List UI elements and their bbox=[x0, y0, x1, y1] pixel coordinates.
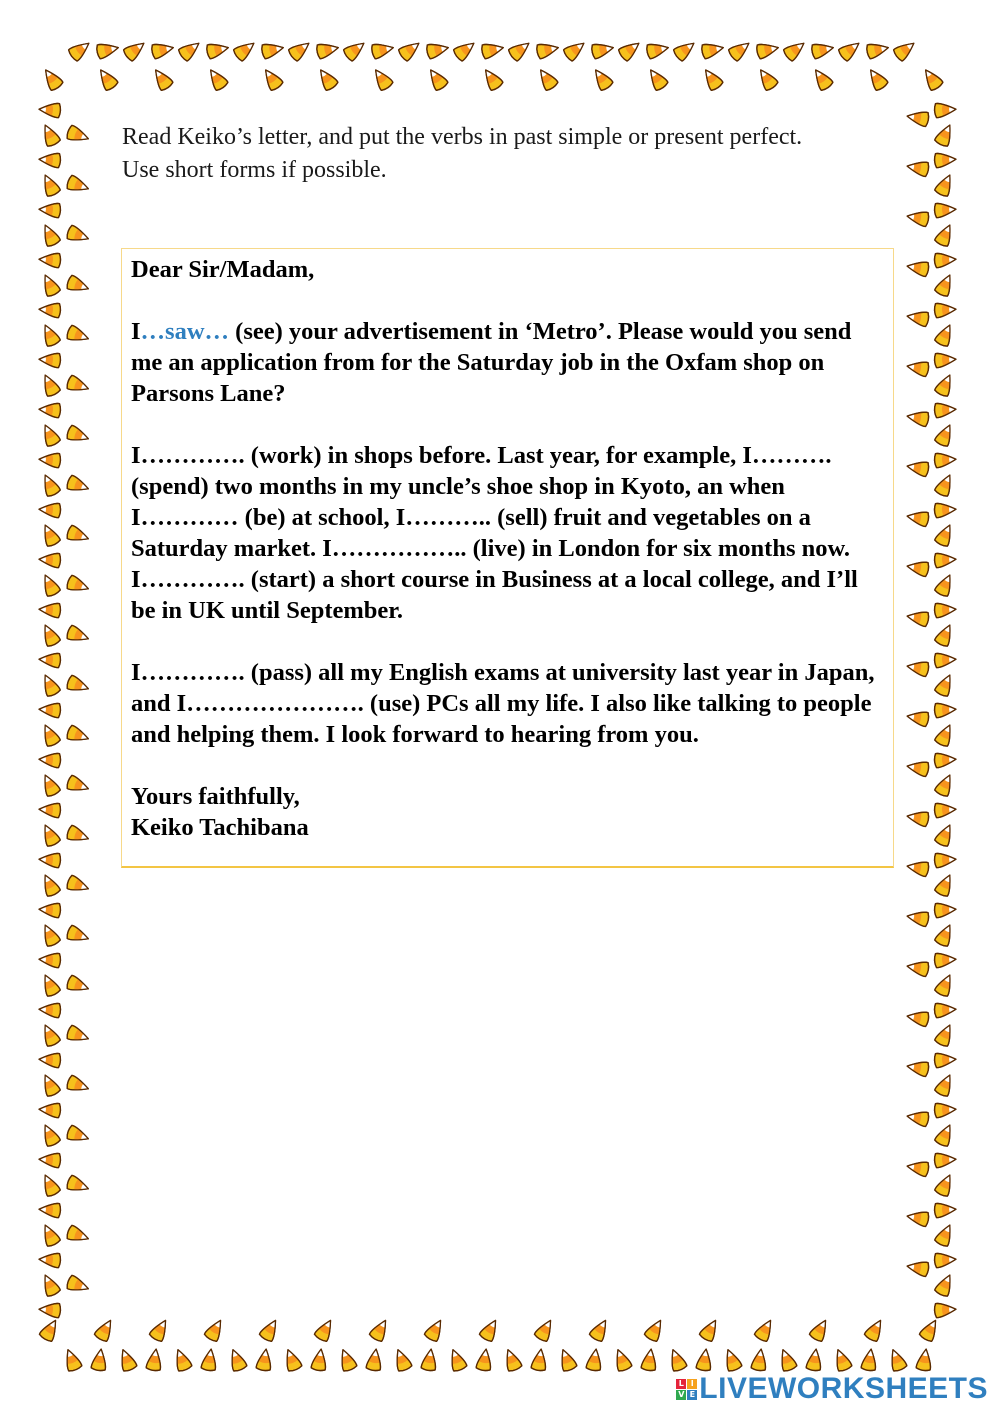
candy-corn-icon bbox=[66, 825, 91, 846]
candy-corn-icon bbox=[536, 41, 560, 59]
candy-corn-icon bbox=[116, 1347, 137, 1372]
candy-corn-icon bbox=[424, 1317, 447, 1343]
candy-corn-icon bbox=[562, 38, 588, 62]
candy-corn-icon bbox=[39, 1002, 61, 1018]
candy-corn-icon bbox=[149, 1317, 172, 1343]
candy-corn-icon bbox=[589, 1317, 612, 1343]
candy-corn-icon bbox=[39, 852, 61, 868]
candy-corn-icon bbox=[66, 625, 91, 646]
candy-corn-icon bbox=[666, 1347, 687, 1372]
candy-corn-icon bbox=[934, 152, 956, 168]
candy-corn-icon bbox=[699, 1317, 722, 1343]
candy-corn-icon bbox=[315, 66, 339, 92]
instructions: Read Keiko’s letter, and put the verbs in past simple or present perfect. Use short forms if possible. bbox=[122, 124, 803, 183]
candy-corn-icon bbox=[916, 1348, 933, 1371]
candy-corn-icon bbox=[61, 1347, 82, 1372]
candy-corn-icon bbox=[782, 38, 808, 62]
candy-corn-icon bbox=[809, 1317, 832, 1343]
candy-corn-icon bbox=[66, 1025, 91, 1046]
candy-corn-icon bbox=[906, 709, 930, 727]
candy-corn-icon bbox=[452, 38, 478, 62]
candy-corn-icon bbox=[39, 502, 61, 518]
candy-corn-icon bbox=[39, 252, 61, 268]
candy-corn-icon bbox=[776, 1347, 797, 1372]
candy-corn-icon bbox=[311, 1348, 328, 1371]
candy-corn-icon bbox=[934, 1302, 956, 1318]
candy-corn-icon bbox=[171, 1347, 192, 1372]
candy-corn-icon bbox=[66, 1075, 91, 1096]
candy-corn-icon bbox=[754, 1317, 777, 1343]
candy-corn-icon bbox=[281, 1347, 302, 1372]
candy-corn-icon bbox=[204, 1317, 227, 1343]
candy-corn-icon bbox=[611, 1347, 632, 1372]
candy-corn-icon bbox=[934, 552, 956, 568]
logo-badge-letter: L bbox=[676, 1379, 686, 1389]
candy-corn-icon bbox=[66, 725, 91, 746]
candy-corn-icon bbox=[934, 602, 956, 618]
candy-corn-icon bbox=[501, 1347, 522, 1372]
candy-corn-icon bbox=[591, 41, 615, 59]
candy-corn-icon bbox=[39, 352, 61, 368]
candy-corn-icon bbox=[122, 38, 148, 62]
candy-corn-icon bbox=[39, 122, 61, 148]
candy-corn-icon bbox=[934, 422, 956, 448]
candy-corn-icon bbox=[727, 38, 753, 62]
candy-corn-icon bbox=[700, 66, 724, 92]
logo-text: LIVEWORKSHEETS bbox=[699, 1372, 988, 1405]
candy-corn-icon bbox=[66, 375, 91, 396]
candy-corn-icon bbox=[810, 66, 834, 92]
candy-corn-icon bbox=[39, 522, 61, 548]
candy-corn-icon bbox=[256, 1348, 273, 1371]
candy-corn-icon bbox=[934, 1222, 956, 1248]
candy-corn-icon bbox=[40, 66, 64, 92]
candy-corn-icon bbox=[316, 41, 340, 59]
logo-badge-letter: V bbox=[678, 1389, 685, 1399]
candy-corn-icon bbox=[721, 1347, 742, 1372]
letter-paragraph-1 bbox=[131, 316, 887, 409]
candy-corn-icon bbox=[934, 1122, 956, 1148]
candy-corn-icon bbox=[934, 572, 956, 598]
candy-corn-icon bbox=[39, 972, 61, 998]
candy-corn-icon bbox=[66, 325, 91, 346]
candy-corn-icon bbox=[151, 41, 175, 59]
candy-corn-icon bbox=[837, 38, 863, 62]
candy-corn-icon bbox=[934, 802, 956, 818]
candy-corn-icon bbox=[934, 1152, 956, 1168]
candy-corn-icon bbox=[39, 602, 61, 618]
candy-corn-icon bbox=[755, 66, 779, 92]
candy-corn-icon bbox=[39, 802, 61, 818]
candy-corn-icon bbox=[391, 1347, 412, 1372]
candy-corn-icon bbox=[934, 902, 956, 918]
candy-corn-icon bbox=[446, 1347, 467, 1372]
candy-corn-icon bbox=[66, 125, 91, 146]
candy-corn-icon bbox=[39, 1302, 61, 1318]
candy-corn-icon bbox=[261, 41, 285, 59]
candy-corn-icon bbox=[934, 472, 956, 498]
candy-corn-icon bbox=[934, 952, 956, 968]
candy-corn-icon bbox=[39, 1202, 61, 1218]
candy-corn-icon bbox=[696, 1348, 713, 1371]
candy-corn-icon bbox=[66, 1275, 91, 1296]
candy-corn-icon bbox=[934, 452, 956, 468]
candy-corn-icon bbox=[906, 1009, 930, 1027]
candy-corn-icon bbox=[934, 1202, 956, 1218]
candy-corn-icon bbox=[366, 1348, 383, 1371]
candy-corn-icon bbox=[906, 459, 930, 477]
candy-corn-icon bbox=[906, 1259, 930, 1277]
candy-corn-icon bbox=[934, 772, 956, 798]
candy-corn-icon bbox=[39, 102, 61, 118]
candy-corn-icon bbox=[39, 1022, 61, 1048]
candy-corn-icon bbox=[641, 1348, 658, 1371]
candy-corn-icon bbox=[39, 372, 61, 398]
candy-corn-icon bbox=[66, 225, 91, 246]
candy-corn-icon bbox=[590, 66, 614, 92]
candy-corn-icon bbox=[95, 66, 119, 92]
candy-corn-icon bbox=[66, 675, 91, 696]
candy-corn-icon bbox=[39, 1122, 61, 1148]
candy-corn-icon bbox=[66, 175, 91, 196]
candy-corn-icon bbox=[934, 852, 956, 868]
candy-corn-icon bbox=[39, 472, 61, 498]
candy-corn-icon bbox=[831, 1347, 852, 1372]
candy-corn-icon bbox=[39, 322, 61, 348]
candy-corn-icon bbox=[934, 252, 956, 268]
candy-corn-icon bbox=[39, 422, 61, 448]
candy-corn-icon bbox=[934, 272, 956, 298]
candy-corn-icon bbox=[425, 66, 449, 92]
candy-corn-icon bbox=[919, 1317, 942, 1343]
candy-corn-icon bbox=[314, 1317, 337, 1343]
candy-corn-icon bbox=[150, 66, 174, 92]
candy-corn-icon bbox=[646, 41, 670, 59]
letter-box bbox=[121, 248, 894, 868]
candy-corn-icon bbox=[39, 152, 61, 168]
candy-corn-icon bbox=[906, 959, 930, 977]
candy-corn-icon bbox=[426, 41, 450, 59]
candy-corn-icon bbox=[534, 1317, 557, 1343]
candy-corn-icon bbox=[66, 1175, 91, 1196]
candy-corn-icon bbox=[934, 172, 956, 198]
candy-corn-icon bbox=[934, 202, 956, 218]
logo-badge-icon bbox=[676, 1379, 697, 1400]
candy-corn-icon bbox=[39, 552, 61, 568]
candy-corn-icon bbox=[39, 722, 61, 748]
candy-corn-icon bbox=[934, 922, 956, 948]
candy-corn-icon bbox=[342, 38, 368, 62]
candy-corn-icon bbox=[39, 952, 61, 968]
candy-corn-icon bbox=[370, 66, 394, 92]
candy-corn-icon bbox=[177, 38, 203, 62]
candy-corn-icon bbox=[479, 1317, 502, 1343]
candy-corn-icon bbox=[66, 275, 91, 296]
candy-corn-icon bbox=[645, 66, 669, 92]
candy-corn-icon bbox=[66, 775, 91, 796]
candy-corn-icon bbox=[886, 1347, 907, 1372]
candy-corn-icon bbox=[866, 41, 890, 59]
candy-corn-icon bbox=[934, 972, 956, 998]
candy-corn-icon bbox=[934, 702, 956, 718]
candy-corn-icon bbox=[39, 1272, 61, 1298]
candy-corn-icon bbox=[865, 66, 889, 92]
candy-corn-icon bbox=[535, 66, 559, 92]
candy-corn-icon bbox=[66, 875, 91, 896]
candy-corn-icon bbox=[39, 1172, 61, 1198]
candy-corn-icon bbox=[934, 302, 956, 318]
candy-corn-icon bbox=[66, 925, 91, 946]
example-answer: …saw… bbox=[140, 318, 230, 345]
candy-corn-icon bbox=[906, 159, 930, 177]
candy-corn-icon bbox=[91, 1348, 108, 1371]
candy-corn-icon bbox=[39, 752, 61, 768]
letter-paragraph-3: I…………. (pass) all my English exams at university last year in Japan, and I…………………. (use) PCs all my life. I also like talking to people and helping them. I look forward to hearing from you. bbox=[131, 659, 875, 748]
candy-corn-icon bbox=[934, 102, 956, 118]
candy-corn-icon bbox=[906, 1059, 930, 1077]
logo-badge-letter: E bbox=[687, 1390, 697, 1400]
candy-corn-icon bbox=[39, 872, 61, 898]
candy-corn-icon bbox=[906, 1209, 930, 1227]
candy-corn-icon bbox=[906, 259, 930, 277]
candy-corn-icon bbox=[934, 222, 956, 248]
candy-corn-icon bbox=[39, 172, 61, 198]
candy-corn-icon bbox=[39, 202, 61, 218]
candy-corn-icon bbox=[226, 1347, 247, 1372]
candy-corn-icon bbox=[39, 922, 61, 948]
candy-corn-icon bbox=[906, 809, 930, 827]
candy-corn-icon bbox=[556, 1347, 577, 1372]
candy-corn-icon bbox=[39, 622, 61, 648]
candy-corn-icon bbox=[906, 909, 930, 927]
candy-corn-icon bbox=[66, 475, 91, 496]
candy-corn-icon bbox=[906, 409, 930, 427]
candy-corn-icon bbox=[507, 38, 533, 62]
candy-corn-icon bbox=[934, 752, 956, 768]
candy-corn-icon bbox=[934, 1052, 956, 1068]
candy-corn-icon bbox=[906, 1109, 930, 1127]
candy-corn-icon bbox=[480, 66, 504, 92]
candy-corn-icon bbox=[644, 1317, 667, 1343]
candy-corn-icon bbox=[934, 1272, 956, 1298]
candy-corn-icon bbox=[66, 575, 91, 596]
candy-corn-icon bbox=[201, 1348, 218, 1371]
candy-corn-icon bbox=[934, 122, 956, 148]
candy-corn-icon bbox=[397, 38, 423, 62]
candy-corn-icon bbox=[39, 672, 61, 698]
candy-corn-icon bbox=[206, 41, 230, 59]
logo-badge-letter: I bbox=[687, 1379, 697, 1389]
candy-corn-icon bbox=[39, 1052, 61, 1068]
candy-corn-icon bbox=[39, 772, 61, 798]
candy-corn-icon bbox=[756, 41, 780, 59]
candy-corn-icon bbox=[934, 722, 956, 748]
candy-corn-icon bbox=[892, 38, 918, 62]
candy-corn-icon bbox=[39, 902, 61, 918]
candy-corn-icon bbox=[39, 1252, 61, 1268]
letter-greeting: Dear Sir/Madam, bbox=[131, 256, 315, 283]
candy-corn-icon bbox=[146, 1348, 163, 1371]
candy-corn-icon bbox=[287, 38, 313, 62]
candy-corn-icon bbox=[934, 652, 956, 668]
candy-corn-icon bbox=[421, 1348, 438, 1371]
candy-corn-icon bbox=[672, 38, 698, 62]
candy-corn-icon bbox=[39, 452, 61, 468]
candy-corn-icon bbox=[586, 1348, 603, 1371]
candy-corn-icon bbox=[934, 1072, 956, 1098]
candy-corn-icon bbox=[934, 372, 956, 398]
p1-text: (see) your advertisement in ‘Metro’. Please would you send me an application from for the Saturday job in the Oxfam shop on Parsons Lane? bbox=[131, 318, 852, 407]
candy-corn-icon bbox=[906, 109, 930, 127]
candy-corn-icon bbox=[934, 822, 956, 848]
candy-corn-icon bbox=[39, 1102, 61, 1118]
candy-corn-icon bbox=[906, 609, 930, 627]
candy-corn-icon bbox=[617, 38, 643, 62]
candy-corn-icon bbox=[39, 402, 61, 418]
candy-corn-icon bbox=[66, 525, 91, 546]
candy-corn-icon bbox=[906, 509, 930, 527]
candy-corn-icon bbox=[39, 572, 61, 598]
candy-corn-icon bbox=[39, 222, 61, 248]
candy-corn-icon bbox=[934, 502, 956, 518]
candy-corn-icon bbox=[66, 975, 91, 996]
candy-corn-icon bbox=[39, 1222, 61, 1248]
candy-corn-icon bbox=[934, 522, 956, 548]
candy-corn-icon bbox=[39, 652, 61, 668]
candy-corn-icon bbox=[336, 1347, 357, 1372]
candy-corn-icon bbox=[806, 1348, 823, 1371]
candy-corn-icon bbox=[934, 872, 956, 898]
candy-corn-icon bbox=[934, 352, 956, 368]
candy-corn-icon bbox=[934, 1102, 956, 1118]
candy-corn-icon bbox=[906, 1159, 930, 1177]
candy-corn-icon bbox=[934, 1002, 956, 1018]
candy-corn-icon bbox=[39, 1317, 62, 1343]
candy-corn-icon bbox=[205, 66, 229, 92]
candy-corn-icon bbox=[476, 1348, 493, 1371]
candy-corn-icon bbox=[906, 759, 930, 777]
candy-corn-icon bbox=[906, 559, 930, 577]
candy-corn-icon bbox=[920, 66, 944, 92]
candy-corn-icon bbox=[934, 322, 956, 348]
candy-corn-icon bbox=[934, 402, 956, 418]
candy-corn-icon bbox=[39, 272, 61, 298]
liveworksheets-logo[interactable] bbox=[676, 1371, 988, 1407]
candy-corn-icon bbox=[94, 1317, 117, 1343]
candy-corn-icon bbox=[39, 1072, 61, 1098]
candy-corn-icon bbox=[96, 41, 120, 59]
candy-corn-icon bbox=[39, 302, 61, 318]
candy-corn-icon bbox=[906, 859, 930, 877]
candy-corn-icon bbox=[66, 425, 91, 446]
candy-corn-icon bbox=[39, 1152, 61, 1168]
letter-paragraph-2: I…………. (work) in shops before. Last year, for example, I………. (spend) two months in my uncle’s shoe shop in Kyoto, an when I………… (be) at school, I……….. (sell) fruit and vegetables on a Saturday market. I…………….. (live) in London for six months now. I…………. (start) a short course in Business at a local college, and I’ll be in UK until September. bbox=[131, 442, 858, 624]
candy-corn-icon bbox=[67, 38, 93, 62]
letter-signature: Keiko Tachibana bbox=[131, 814, 309, 841]
candy-corn-icon bbox=[39, 702, 61, 718]
candy-corn-icon bbox=[906, 659, 930, 677]
candy-corn-icon bbox=[906, 359, 930, 377]
candy-corn-icon bbox=[369, 1317, 392, 1343]
candy-corn-icon bbox=[531, 1348, 548, 1371]
candy-corn-icon bbox=[260, 66, 284, 92]
letter-closing: Yours faithfully, bbox=[131, 783, 300, 810]
candy-corn-icon bbox=[864, 1317, 887, 1343]
candy-corn-icon bbox=[934, 1252, 956, 1268]
candy-corn-icon bbox=[39, 822, 61, 848]
candy-corn-icon bbox=[861, 1348, 878, 1371]
candy-corn-icon bbox=[66, 1125, 91, 1146]
candy-corn-icon bbox=[906, 309, 930, 327]
p1-prefix: I bbox=[131, 318, 141, 345]
candy-corn-icon bbox=[751, 1348, 768, 1371]
candy-corn-icon bbox=[66, 1225, 91, 1246]
candy-corn-icon bbox=[934, 672, 956, 698]
candy-corn-icon bbox=[701, 41, 725, 59]
candy-corn-icon bbox=[934, 1172, 956, 1198]
candy-corn-icon bbox=[371, 41, 395, 59]
candy-corn-icon bbox=[934, 1022, 956, 1048]
candy-corn-icon bbox=[906, 209, 930, 227]
candy-corn-icon bbox=[481, 41, 505, 59]
candy-corn-icon bbox=[232, 38, 258, 62]
candy-corn-icon bbox=[811, 41, 835, 59]
candy-corn-icon bbox=[259, 1317, 282, 1343]
candy-corn-icon bbox=[934, 622, 956, 648]
